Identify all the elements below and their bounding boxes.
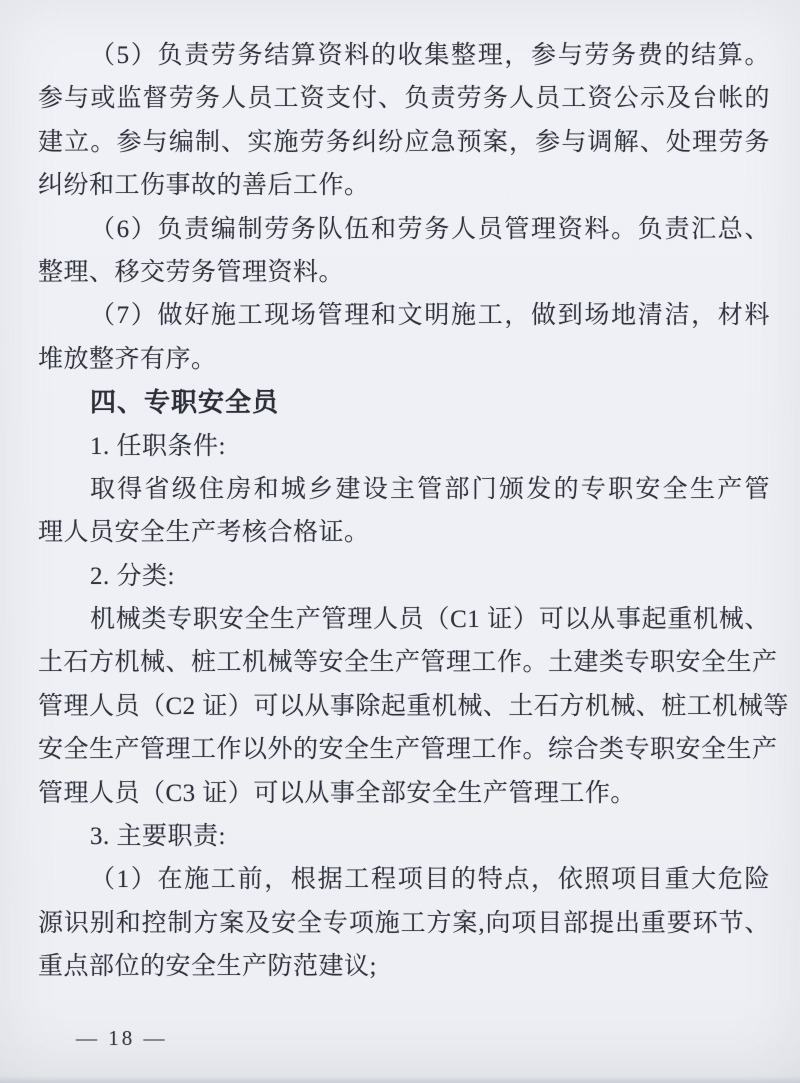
text-line: 2. 分类: [90, 562, 175, 590]
text-line: 1. 任职条件: [90, 432, 226, 460]
text-line: 取得省级住房和城乡建设主管部门颁发的专职安全生产管 [90, 475, 770, 503]
text-line: （6）负责编制劳务队伍和劳务人员管理资料。负责汇总、 [90, 215, 770, 243]
text-line: 管理人员（C2 证）可以从事除起重机械、土石方机械、桩工机械等 [38, 692, 789, 720]
page-bottom-edge [0, 1076, 800, 1083]
text-line: （1）在施工前，根据工程项目的特点，依照项目重大危险 [90, 866, 770, 894]
text-line: 管理人员（C3 证）可以从事全部安全生产管理工作。 [38, 779, 636, 807]
text-line: 堆放整齐有序。 [38, 345, 217, 373]
text-line: 重点部位的安全生产防范建议; [38, 953, 377, 981]
text-line: 3. 主要职责: [90, 823, 226, 851]
text-line: 安全生产管理工作以外的安全生产管理工作。综合类专职安全生产 [38, 736, 778, 764]
text-line: （5）负责劳务结算资料的收集整理，参与劳务费的结算。 [90, 42, 770, 69]
text-line: 土石方机械、桩工机械等安全生产管理工作。土建类专职安全生产 [38, 649, 778, 677]
document-body [38, 34, 789, 989]
text-line: 参与或监督劳务人员工资支付、负责劳务人员工资公示及台帐的 [38, 85, 770, 113]
text-line: 机械类专职安全生产管理人员（C1 证）可以从事起重机械、 [90, 606, 770, 634]
section-heading: 四、专职安全员 [90, 387, 280, 418]
page-number: — 18 — [76, 1026, 168, 1050]
text-line: 理人员安全生产考核合格证。 [38, 519, 370, 547]
text-line: 源识别和控制方案及安全专项施工方案,向项目部提出重要环节、 [38, 909, 770, 937]
text-line: 纠纷和工伤事故的善后工作。 [38, 172, 370, 200]
text-line: 整理、移交劳务管理资料。 [38, 258, 345, 286]
text-line: 建立。参与编制、实施劳务纠纷应急预案，参与调解、处理劳务 [38, 128, 770, 156]
text-line: （7）做好施工现场管理和文明施工，做到场地清洁，材料 [90, 302, 770, 330]
